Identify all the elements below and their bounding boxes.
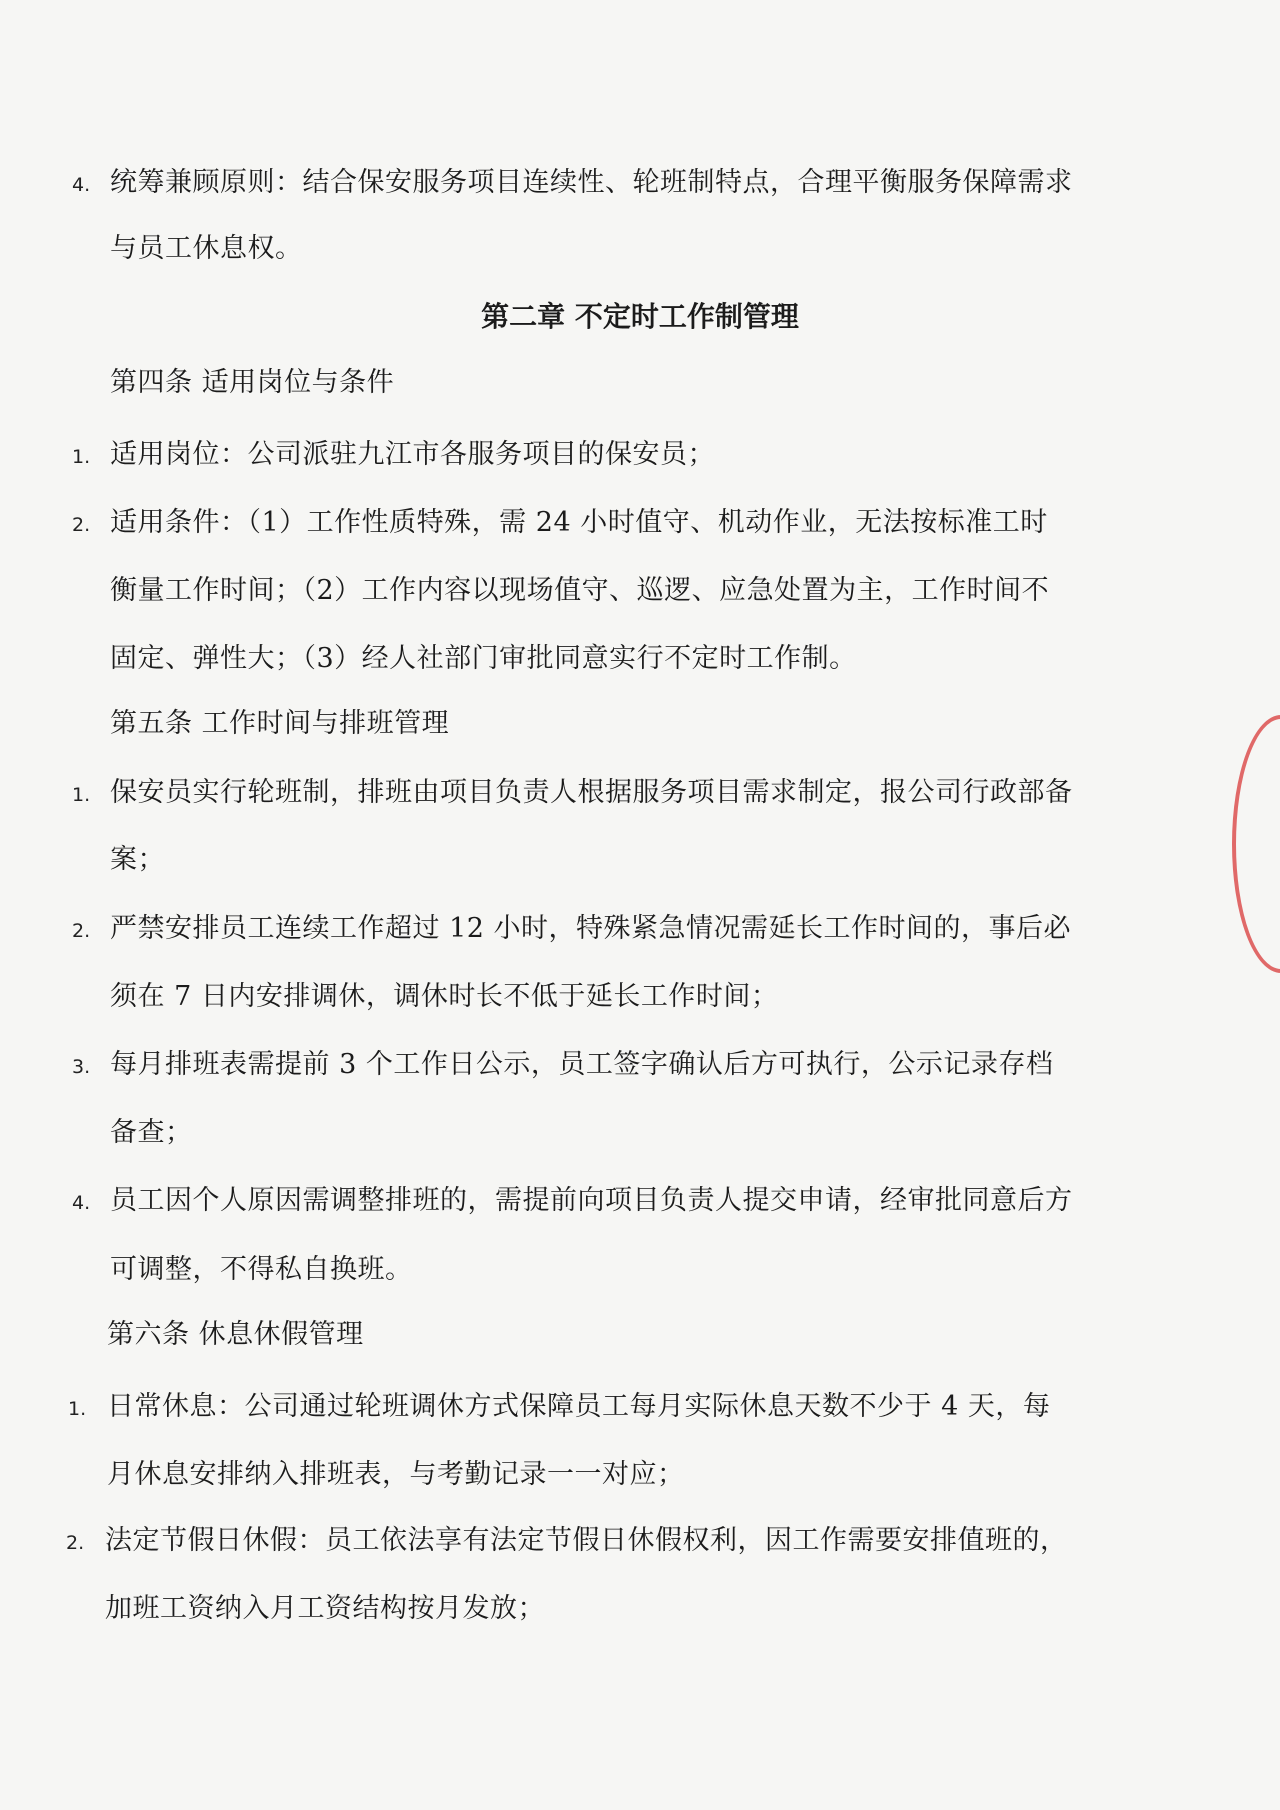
paragraph-line: 案； [110, 844, 165, 875]
item-number: 1. [72, 784, 91, 806]
chapter-title: 第二章 不定时工作制管理 [481, 300, 799, 333]
item-number: 1. [72, 446, 91, 468]
item-number: 2. [72, 514, 91, 536]
paragraph-line: 月休息安排纳入排班表，与考勤记录一一对应； [107, 1459, 685, 1490]
paragraph-line: 统筹兼顾原则：结合保安服务项目连续性、轮班制特点，合理平衡服务保障需求 [110, 167, 1073, 198]
item-number: 4. [72, 1192, 91, 1214]
item-number: 3. [72, 1056, 91, 1078]
item-number: 2. [66, 1532, 85, 1554]
paragraph-line: 加班工资纳入月工资结构按月发放； [105, 1593, 545, 1624]
paragraph-line: 适用条件：（1）工作性质特殊，需 24 小时值守、机动作业，无法按标准工时 [110, 507, 1048, 538]
paragraph-line: 法定节假日休假：员工依法享有法定节假日休假权利，因工作需要安排值班的， [105, 1525, 1068, 1556]
paragraph-line: 与员工休息权。 [110, 233, 303, 264]
paragraph-line: 备查； [110, 1117, 193, 1148]
paragraph-line: 适用岗位：公司派驻九江市各服务项目的保安员； [110, 439, 715, 470]
paragraph-line: 衡量工作时间；（2）工作内容以现场值守、巡逻、应急处置为主，工作时间不 [110, 575, 1050, 606]
article-title: 第五条 工作时间与排班管理 [110, 708, 450, 739]
paragraph-line: 固定、弹性大；（3）经人社部门审批同意实行不定时工作制。 [110, 643, 857, 674]
paragraph-line: 严禁安排员工连续工作超过 12 小时，特殊紧急情况需延长工作时间的，事后必 [110, 913, 1072, 944]
paragraph-line: 保安员实行轮班制，排班由项目负责人根据服务项目需求制定，报公司行政部备 [110, 777, 1073, 808]
item-number: 2. [72, 920, 91, 942]
paragraph-line: 须在 7 日内安排调休，调休时长不低于延长工作时间； [110, 981, 779, 1012]
article-title: 第四条 适用岗位与条件 [110, 367, 395, 398]
paragraph-line: 可调整，不得私自换班。 [110, 1254, 413, 1285]
paragraph-line: 日常休息：公司通过轮班调休方式保障员工每月实际休息天数不少于 4 天，每 [107, 1391, 1051, 1422]
item-number: 1. [68, 1398, 87, 1420]
item-number: 4. [72, 174, 91, 196]
seal-stamp [1232, 715, 1280, 973]
article-title: 第六条 休息休假管理 [107, 1319, 364, 1350]
paragraph-line: 每月排班表需提前 3 个工作日公示，员工签字确认后方可执行，公示记录存档 [110, 1049, 1054, 1080]
paragraph-line: 员工因个人原因需调整排班的，需提前向项目负责人提交申请，经审批同意后方 [110, 1185, 1073, 1216]
